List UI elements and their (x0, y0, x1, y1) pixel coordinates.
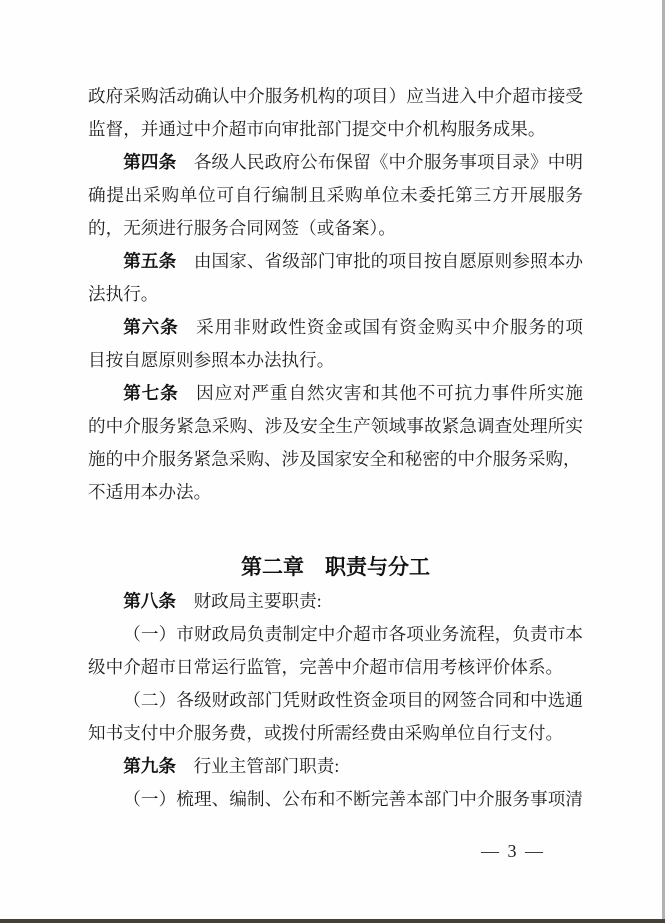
paragraph (88, 618, 583, 684)
paragraph (88, 585, 583, 618)
text-line: 政府采购活动确认中介服务机构的项目）应当进入中介超市接受 (88, 86, 583, 106)
text-line: 法执行。 (88, 284, 159, 304)
document-body (88, 0, 583, 868)
paragraph (88, 311, 583, 377)
text-line: 知书支付中介服务费，或拨付所需经费由采购单位自行支付。 (88, 723, 564, 743)
text-line: 目按自愿原则参照本办法执行。 (88, 350, 335, 370)
article-label: 第四条 (123, 152, 177, 172)
paragraph (88, 146, 583, 245)
text-line: 第九条 行业主管部门职责: (123, 756, 340, 776)
chapter-heading: 第二章 职责与分工 (241, 556, 430, 579)
paragraph (88, 783, 583, 816)
text-line: 第七条 因应对严重自然灾害和其他不可抗力事件所实施 (123, 383, 583, 403)
text-line: 的，无须进行服务合同网签（或备案）。 (88, 218, 396, 238)
text-line: （二）各级财政部门凭财政性资金项目的网签合同和中选通 (123, 690, 583, 710)
text-line: 确提出采购单位可自行编制且采购单位未委托第三方开展服务 (88, 185, 583, 205)
text-line: 第八条 财政局主要职责: (123, 591, 322, 611)
article-label: 第九条 (123, 756, 176, 776)
page-number: — 3 — (481, 841, 545, 861)
paragraph (88, 684, 583, 750)
text-line: 的中介服务紧急采购、涉及安全生产领域事故紧急调查处理所实 (88, 416, 583, 436)
text-line: 第五条 由国家、省级部门审批的项目按自愿原则参照本办 (123, 251, 583, 271)
text-line: 监督，并通过中介超市向审批部门提交中介机构服务成果。 (88, 119, 546, 139)
paragraph (88, 377, 583, 509)
text-line: 施的中介服务紧急采购、涉及国家安全和秘密的中介服务采购， (88, 449, 581, 469)
text-line: 不适用本办法。 (88, 482, 212, 502)
text-line: 第四条 各级人民政府公布保留《中介服务事项目录》中明 (123, 152, 583, 172)
article-label: 第六条 (123, 317, 179, 337)
text-line: （一）市财政局负责制定中介超市各项业务流程，负责市本 (123, 624, 583, 644)
text-line: （一）梳理、编制、公布和不断完善本部门中介服务事项清 (123, 789, 583, 809)
text-line: 级中介超市日常运行监管，完善中介超市信用考核评价体系。 (88, 657, 564, 677)
paragraph (88, 750, 583, 783)
article-label: 第五条 (123, 251, 177, 271)
article-label: 第七条 (123, 383, 179, 403)
article-label: 第八条 (123, 591, 176, 611)
paragraph (88, 245, 583, 311)
scan-edge-bottom (0, 919, 665, 923)
text-line: 第六条 采用非财政性资金或国有资金购买中介服务的项 (123, 317, 583, 337)
paragraph (88, 80, 583, 146)
